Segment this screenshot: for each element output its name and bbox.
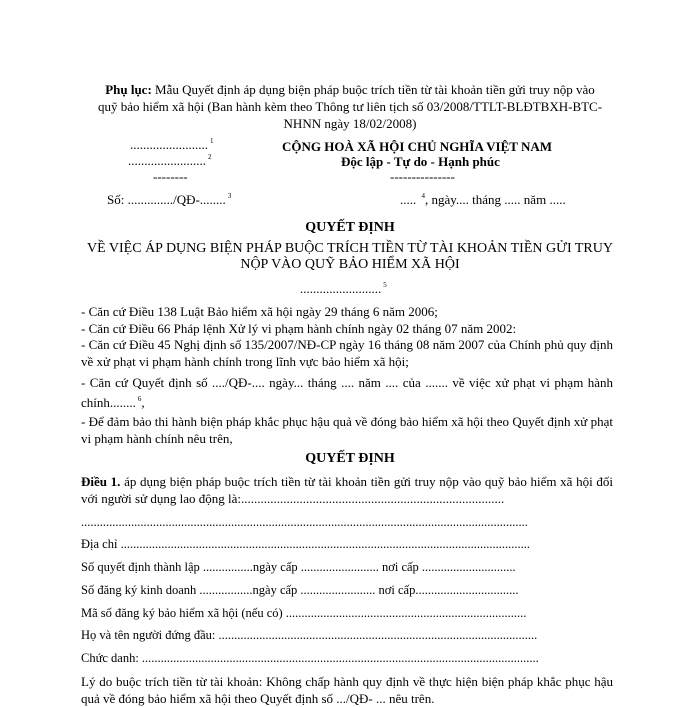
org-line-2 xyxy=(128,153,212,169)
article-1-label: Điều 1. xyxy=(81,474,121,489)
authority-line xyxy=(300,281,387,297)
org-line-1-dots: ........................ xyxy=(130,137,208,152)
basis-2: - Căn cứ Điều 66 Pháp lệnh Xử lý vi phạm hành chính ngày 02 tháng 07 năm 2002: xyxy=(81,321,517,336)
field-founding-decision: Số quyết định thành lập ................ngày cấp ......................... nơi cấp .............................. xyxy=(81,560,516,574)
article-1 xyxy=(81,473,613,507)
org-dash: -------- xyxy=(153,169,188,184)
appendix-line-2: quỹ bảo hiểm xã hội (Ban hành kèm theo Thông tư liên tịch số 03/2008/TTLT-BLĐTBXH-BTC- xyxy=(97,99,603,114)
footnote-4: 4 xyxy=(421,192,425,200)
footnote-2: 2 xyxy=(208,153,212,161)
org-line-1 xyxy=(130,137,214,153)
date-text: , ngày.... tháng ..... năm ..... xyxy=(425,192,566,207)
basis-4-end: , xyxy=(141,395,145,410)
field-business-registration: Số đăng ký kinh doanh .................ngày cấp ........................ nơi cấp................................. xyxy=(81,583,519,597)
appendix-label: Phụ lục: xyxy=(105,82,152,97)
document-title: QUYẾT ĐỊNH xyxy=(305,220,395,235)
subject-line-1: VỀ VIỆC ÁP DỤNG BIỆN PHÁP BUỘC TRÍCH TIỀN TỪ TÀI KHOẢN TIỀN GỬI TRUY xyxy=(87,241,613,256)
number-prefix: Số: .............. xyxy=(107,192,174,207)
appendix-line-1 xyxy=(0,82,700,98)
number-suffix: /QĐ-........ xyxy=(173,192,226,207)
appendix-text-1: Mẫu Quyết định áp dụng biện pháp buộc trích tiền từ tài khoản tiền gửi truy nộp vào xyxy=(151,82,595,97)
field-address: Địa chỉ ................................................................................................................................... xyxy=(81,537,530,551)
article-1-text: áp dụng biện pháp buộc trích tiền từ tài khoản tiền gửi truy nộp vào quỹ bảo hiểm xã hội đối với người sử dụng lao động là:................................................................................. xyxy=(81,474,613,506)
decision-number xyxy=(107,192,231,208)
decision-title: QUYẾT ĐỊNH xyxy=(305,451,395,466)
nation-title: CỘNG HOÀ XÃ HỘI CHỦ NGHĨA VIỆT NAM xyxy=(282,139,553,154)
basis-5: - Để đảm bảo thi hành biện pháp khắc phục hậu quả về đóng bảo hiểm xã hội theo Quyết định xử phạt vi phạm hành chính nêu trên, xyxy=(81,414,613,446)
org-line-2-dots: ........................ xyxy=(128,153,206,168)
field-head-name: Họ và tên người đứng đầu: ...................................................................................................... xyxy=(81,628,538,642)
footnote-3: 3 xyxy=(227,192,232,200)
field-position: Chức danh: ............................................................................................................................... xyxy=(81,651,539,665)
footnote-1: 1 xyxy=(210,137,214,145)
motto-dash: --------------- xyxy=(390,169,455,184)
footnote-6: 6 xyxy=(137,395,142,403)
basis-1: - Căn cứ Điều 138 Luật Bảo hiểm xã hội ngày 29 tháng 6 năm 2006; xyxy=(81,304,438,319)
subject-line-2: NỘP VÀO QUỸ BẢO HIỂM XÃ HỘI xyxy=(240,257,460,272)
authority-dots: ......................... xyxy=(300,281,382,296)
basis-4 xyxy=(81,374,613,411)
basis-4-text: - Căn cứ Quyết định số ..../QĐ-.... ngày... tháng .... năm .... của ....... về việc xử phạt vi phạm hành chính........ xyxy=(81,375,613,410)
field-insurance-code: Mã số đăng ký bảo hiểm xã hội (nếu có) ............................................................................. xyxy=(81,606,527,620)
place-date xyxy=(400,192,566,208)
field-blank: ............................................................................................................................................... xyxy=(81,515,528,529)
nation-motto: Độc lập - Tự do - Hạnh phúc xyxy=(341,154,500,169)
place-prefix: ..... xyxy=(400,192,420,207)
basis-3: - Căn cứ Điều 45 Nghị định số 135/2007/NĐ-CP ngày 16 tháng 08 năm 2007 của Chính phủ quy định về xử phạt vi phạm hành chính trong lĩnh vực bảo hiểm xã hội; xyxy=(81,337,613,369)
footnote-5: 5 xyxy=(383,281,387,289)
appendix-line-3: NHNN ngày 18/02/2008) xyxy=(283,116,417,131)
reason-paragraph: Lý do buộc trích tiền từ tài khoản: Không chấp hành quy định về thực hiện biện pháp khắc phục hậu quả về đóng bảo hiểm xã hội theo Quyết định số .../QĐ- ... nêu trên. xyxy=(81,674,613,706)
